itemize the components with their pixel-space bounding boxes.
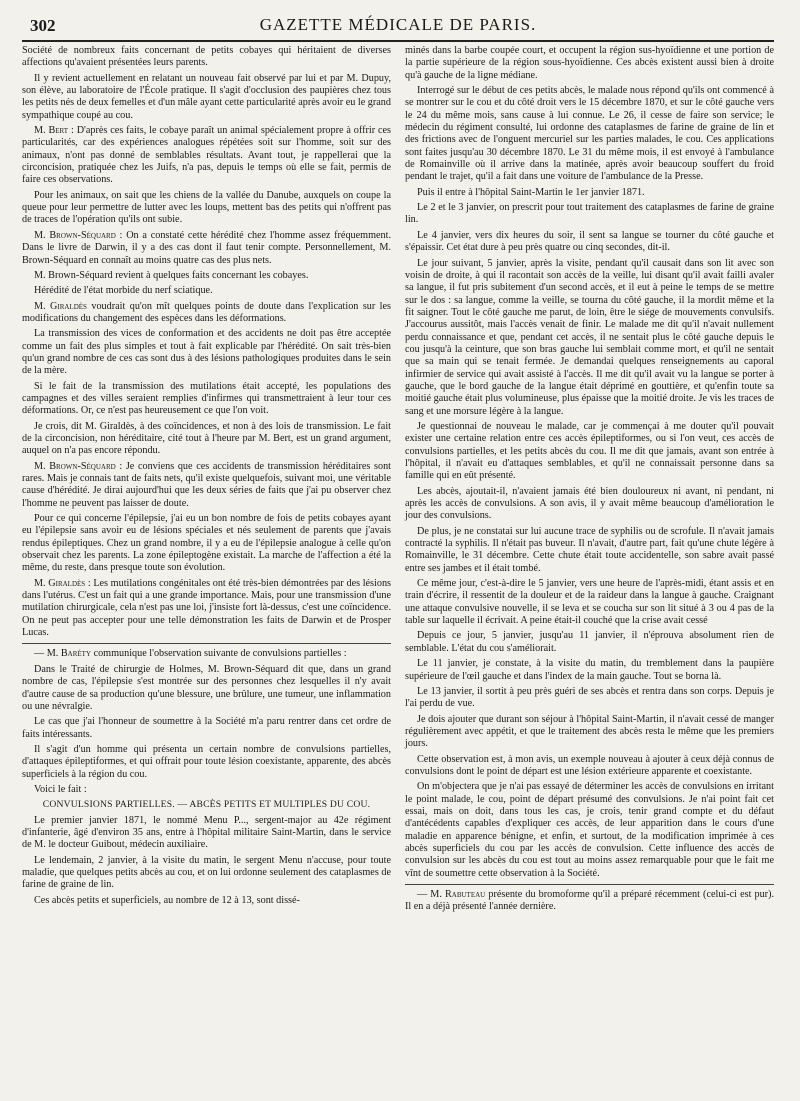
- paragraph: [405, 781, 774, 880]
- paragraph: [405, 45, 774, 82]
- section-separator: [405, 884, 774, 885]
- paragraph: [22, 716, 391, 741]
- speaker-name: — M. Rabuteau: [417, 889, 486, 900]
- paragraph-text: Dans le Traité de chirurgie de Holmes, M. Brown-Séquard dit que, dans un grand nombre de cas, l'épilepsie s'est montrée sur des personnes chez lesquelles il n'y avait d'autre cause de sa production qu'une blessure, une brûlure, une tumeur, une inflammation ou une névralgie.: [22, 663, 391, 712]
- paragraph-text: Pour les animaux, on sait que les chiens de la vallée du Danube, auxquels on coupe la queue pour leur permettre de lutter avec les loups, mettent bas des petits qui n'offrent pas de traces de l'opération qu'ils ont subie.: [22, 189, 391, 226]
- section-separator: [22, 643, 391, 644]
- running-title: GAZETTE MÉDICALE DE PARIS.: [259, 15, 537, 34]
- page-number: 302: [30, 16, 56, 35]
- speaker-name: M. Brown-Séquard :: [34, 229, 123, 241]
- paragraph: [405, 686, 774, 711]
- paragraph-text: minés dans la barbe coupée court, et occupent la région sus-hyoïdienne et une portion de la partie supérieure de la région sous-hyoïdienne. Ces abcès existent aussi bien à droite qu'à gauche de la ligne médiane.: [405, 45, 774, 81]
- paragraph: [405, 258, 774, 418]
- paragraph-text: Le 2 et le 3 janvier, on prescrit pour tout traitement des cataplasmes de farine de graine lin.: [405, 202, 774, 226]
- paragraph: [22, 648, 391, 660]
- paragraph: [405, 85, 774, 184]
- paragraph-text: Le cas que j'ai l'honneur de soumettre à la Société m'a paru rentrer dans cet ordre de faits intéressants.: [22, 716, 391, 740]
- paragraph-text: voudrait qu'on mît quelques points de doute dans l'explication sur les modifications du changement des espèces dans les déformations.: [22, 300, 391, 324]
- paragraph-text: Pour ce qui concerne l'épilepsie, j'ai eu un bon nombre de fois de petits cobayes ayant eu l'épilepsie sans avoir eu de lésions spéciales et nés seulement de parents que j'avais rendus épileptiques. Chez un grand nombre, il y a eu de l'épilepsie analogue à celle qu'on observait chez les parents. La zone épileptogène existait. La marche de l'affection a été la même, du reste, dans presque toute son évolution.: [22, 513, 391, 574]
- paragraph-text: La transmission des vices de conformation et des accidents ne doit pas être acceptée comme un fait des plus simples et tout à fait explicable par l'hérédité. On sait très-bien qu'un grand nombre de ces cas sont dus à des lésions pathologiques produites dans le sein de la mère.: [22, 328, 391, 377]
- paragraph: [405, 421, 774, 483]
- paragraph: [405, 578, 774, 627]
- speaker-name: M. Brown-Séquard :: [34, 460, 123, 472]
- paragraph: [22, 230, 391, 267]
- paragraph: [405, 889, 774, 914]
- paragraph: [405, 486, 774, 523]
- paragraph-text: Cette observation est, à mon avis, un exemple nouveau à ajouter à ceux déjà connus de convulsions dont le point de départ est une lésion extérieure apparente et coexistante.: [405, 753, 774, 777]
- paragraph: [22, 664, 391, 713]
- paragraph-text: Voici le fait :: [34, 783, 87, 795]
- paragraph: [405, 658, 774, 683]
- speaker-name: M. Giraldès :: [34, 577, 91, 589]
- paragraph: [405, 630, 774, 655]
- paragraph-text: Puis il entre à l'hôpital Saint-Martin le 1er janvier 1871.: [417, 186, 645, 198]
- paragraph-text: Je dois ajouter que durant son séjour à l'hôpital Saint-Martin, il n'avait cessé de manger régulièrement avec appétit, et que le traitement des abcès resta le même que les premiers jours.: [405, 713, 774, 750]
- paragraph: [22, 285, 391, 297]
- paragraph: [22, 513, 391, 575]
- paragraph: [22, 895, 391, 907]
- paragraph-text: Hérédité de l'état morbide du nerf sciatique.: [34, 285, 213, 297]
- paragraph: [22, 461, 391, 510]
- paragraph-text: D'après ces faits, le cobaye paraît un animal spécialement propre à offrir ces particularités, car des expériences analogues répétées soit sur l'homme, soit sur des animaux, n'ont pas donné de semblables résultats. Avant tout, je rappellerai que la circoncision, pratiquée chez les Juifs, n'a pas, depuis le temps où elle se fait, permis de faire ces observations.: [22, 125, 392, 186]
- paragraph: [405, 714, 774, 751]
- paragraph-text: Je crois, dit M. Giraldès, à des coïncidences, et non à des lois de transmission. Le fait de la circoncision, non héréditaire, cité tout à l'heure par M. Bert, est un grand argument, auquel on n'a pas encore répondu.: [22, 420, 391, 457]
- paragraph-text: De plus, je ne constatai sur lui aucune trace de syphilis ou de scrofule. Il n'avait jamais contracté la syphilis. Il n'était pas buveur. Il n'avait, d'autre part, fait qu'une chute légère à Romainville, le 31 décembre. Cette chute était toute accidentelle, son sabre avait passé entre ses jambes et il était tombé.: [405, 525, 774, 574]
- paragraph-text: On m'objectera que je n'ai pas essayé de déterminer les accès de convulsions en irritant le point malade, le cou, point de départ présumé des convulsions. Je n'ai point fait cet essai, mais on doit, dans tous les cas, je crois, tenir grand compte et du défaut d'antécédents capables d'expliquer ces accès, de leur apparition dans le cours d'une maladie en apparence bénigne, et enfin, et surtout, de la modification imprimée à ces abcès superficiels du cou par les accès de convulsion. Cette influence des accès de convulsion sur les abcès du cou est tout au moins assez remarquable pour que le fait me vînt de soumettre cette observation à la Société.: [405, 781, 774, 879]
- paragraph-text: Ces abcès petits et superficiels, au nombre de 12 à 13, sont dissé-: [34, 894, 300, 906]
- paragraph: [405, 202, 774, 227]
- section-heading: CONVULSIONS PARTIELLES. — ABCÈS PETITS ET MULTIPLES DU COU.: [42, 799, 371, 811]
- paragraph: [22, 301, 391, 326]
- paragraph-text: Le jour suivant, 5 janvier, après la visite, pendant qu'il causait dans son lit avec son voisin de droite, à qui il racontait son accès de la veille, lui disant qu'il avait failli avaler sa langue, il fut pris subitement d'un second accès, et il eut à peine le temps de se mettre sur le dos : sa langue, comme la veille, se tourna du côté gauche, il la mordit même et la fit saigner. Tout le côté gauche me parut, de loin, être le siége de mouvements convulsifs. J'accourus aussitôt, mais l'accès venait de finir. Le malade me dit qu'il n'avait nullement perdu connaissance et que, pendant cet accès, il ne sentait plus le côté gauche depuis le cou jusqu'à la ceinture, que son bras gauche lui semblait comme mort, et qu'il ne sentait que sa main qui se tenait fermée. Je demandai quelques renseignements au caporal infirmier de service qui avait assisté à l'accès. Il me dit qu'il avait vu la langue se porter à gauche, que le bord gauche de la langue était déprimé en gouttière, et qu'enfin toute sa moitié gauche était plus volumineuse, plus épaisse que la moitié droite. Je vis les traces de sang et une morsure légère à la langue.: [405, 257, 774, 417]
- paragraph: [22, 73, 391, 122]
- paragraph: [22, 270, 391, 282]
- paragraph-text: On a constaté cette hérédité chez l'homme assez fréquemment. Dans le livre de Darwin, il y a des cas dont il faut tenir compte. Personnellement, M. Brown-Séquard en connaît au moins quatre cas des plus nets.: [22, 229, 392, 266]
- paragraph-text: Société de nombreux faits concernant de petits cobayes qui héritaient de diverses affections qu'avaient présentées leurs parents.: [22, 45, 391, 69]
- page-header: [22, 10, 774, 34]
- paragraph-text: Il y revient actuellement en relatant un nouveau fait observé par lui et par M. Dupuy, son élève, au laboratoire de l'École pratique. Il s'agit d'occlusion des paupières chez tous les petits nés de deux femelles et d'un mâle ayant cette particularité après avoir eu le grand sympathique coupé au cou.: [22, 72, 391, 121]
- paragraph: [22, 744, 391, 781]
- paragraph-text: présente du bromoforme qu'il a préparé récemment (celui-ci est pur). Il en a déjà présenté l'année dernière.: [405, 889, 775, 913]
- paragraph-text: Si le fait de la transmission des mutilations était accepté, les populations des campagnes et des villes seraient remplies d'infirmes qui transmettraient à leur tour ces déformations. Or, ce n'est pas heureusement ce que l'on voit.: [22, 380, 391, 417]
- paragraph-text: Le 4 janvier, vers dix heures du soir, il sent sa langue se tourner du côté gauche et s'épaissir. Cet état dure à peu près quatre ou cinq secondes, dit-il.: [405, 229, 774, 254]
- paragraph: [22, 784, 391, 796]
- paragraph-text: Interrogé sur le début de ces petits abcès, le malade nous répond qu'ils ont commencé à se montrer sur le cou et du côté droit vers le 15 décembre 1870, et sur le côté gauche vers le 24 du même mois, sans cause à lui connue. Le 26, il cesse de faire son service; le médecin du régiment consulté, lui ordonne des cataplasmes de farine de graine de lin et des frictions avec de l'onguent mercuriel sur les parties malades, le cou. Ces applications sont faites jusqu'au 30 décembre 1870. Le 31 du même mois, il est envoyé à l'ambulance de Romainville où il arrive dans la matinée, après avoir beaucoup souffert du froid pendant le trajet, qu'il a fait dans une voiture de l'ambulance de la Presse.: [405, 85, 774, 183]
- paragraph-text: Ce même jour, c'est-à-dire le 5 janvier, vers une heure de l'après-midi, étant assis et en train d'écrire, il ressentit de la douleur et de la raideur dans la langue à gauche. Craignant une attaque convulsive nouvelle, il se leva et se coucha sur son lit situé à 3 ou 4 pas de la table sur laquelle il écrivait. A peine était-il couché que la crise avait cessé: [405, 578, 774, 627]
- paragraph: [405, 754, 774, 779]
- paragraph-text: Le premier janvier 1871, le nommé Menu P..., sergent-major au 42e régiment d'infanterie, âgé d'environ 35 ans, entre à l'hôpital militaire Saint-Martin, dans le service de M. le docteur Guibout, médecin auxiliaire.: [22, 814, 391, 851]
- paragraph-text: communique l'observation suivante de convulsions partielles :: [93, 648, 347, 660]
- paragraph: [22, 45, 391, 70]
- paragraph-text: Les mutilations congénitales ont été très-bien démontrées par des lésions dans l'utérus. C'est un fait qui a une grande importance. Mais, pour une transmission d'une mutilation chirurgicale, cela n'est pas une loi, j'insiste fort là-dessus, c'est une coïncidence. On ne peut pas accepter pour une telle démonstration les faits de Darwin et de Prosper Lucas.: [22, 577, 391, 639]
- columns: [22, 45, 774, 917]
- paragraph-text: Je questionnai de nouveau le malade, car je commençai à me douter qu'il pouvait exister une certaine relation entre ces accès épileptiformes, ou si l'on veut, ces accès de convulsions partielles, et les petits abcès du cou. Il me dit que jamais, avant son entrée à l'hôpital, il n'avait eu d'attaques semblables, et qu'il ne connaissait personne dans sa famille qui en eût présenté.: [405, 420, 774, 482]
- paragraph: [22, 855, 391, 892]
- paragraph-text: Le 11 janvier, je constate, à la visite du matin, du tremblement dans la paupière supérieure de l'œil gauche et dans l'index de la main gauche. Tout se borna là.: [405, 658, 774, 682]
- paragraph: [22, 381, 391, 418]
- paragraph: [22, 578, 391, 640]
- paragraph-text: Les abcès, ajoutait-il, n'avaient jamais été bien douloureux ni avant, ni pendant, ni après les accès de convulsions. A son avis, il y avait même beaucoup d'amélioration le jour des convulsions.: [405, 485, 774, 522]
- left-column: [22, 45, 391, 917]
- paragraph: [22, 125, 391, 187]
- paragraph: [22, 421, 391, 458]
- paragraph-text: Le 13 janvier, il sortit à peu près guéri de ses abcès et rentra dans son corps. Depuis je l'ai perdu de vue.: [405, 685, 774, 710]
- paragraph-text: Depuis ce jour, 5 janvier, jusqu'au 11 janvier, il n'éprouva absolument rien de semblable. L'état du cou s'améliorait.: [405, 630, 774, 654]
- paragraph: [22, 815, 391, 852]
- paragraph-text: M. Brown-Séquard revient à quelques faits concernant les cobayes.: [34, 269, 309, 281]
- right-column: [405, 45, 774, 917]
- paragraph: [22, 328, 391, 377]
- speaker-name: — M. Baréty: [34, 648, 92, 660]
- paragraph-text: Le lendemain, 2 janvier, à la visite du matin, le sergent Menu n'accuse, pour toute maladie, que quelques petits abcès au cou, et on lui ordonne seulement des cataplasmes de farine de graine de lin.: [22, 854, 391, 891]
- speaker-name: M. Bert :: [34, 125, 74, 137]
- speaker-name: M. Giraldès: [34, 300, 87, 312]
- paragraph-text: Il s'agit d'un homme qui présenta un certain nombre de convulsions partielles, d'attaques épileptiformes, et qui offrait pour toute lésion coexistante, apparente, des abcès superficiels à la région du cou.: [22, 743, 391, 780]
- header-rule: [22, 40, 774, 42]
- paragraph: [405, 187, 774, 199]
- paragraph-text: Je conviens que ces accidents de transmission héréditaires sont rares. Mais je connais tant de faits nets, qu'il existe quelquefois, suivant moi, une véritable cause d'hérédité. Je dirai aujourd'hui que les deux séries de faits que j'ai pu observer chez l'homme ne peuvent pas laisser de doute.: [22, 460, 391, 509]
- paragraph: [405, 526, 774, 575]
- paragraph: [405, 230, 774, 255]
- paragraph: [22, 190, 391, 227]
